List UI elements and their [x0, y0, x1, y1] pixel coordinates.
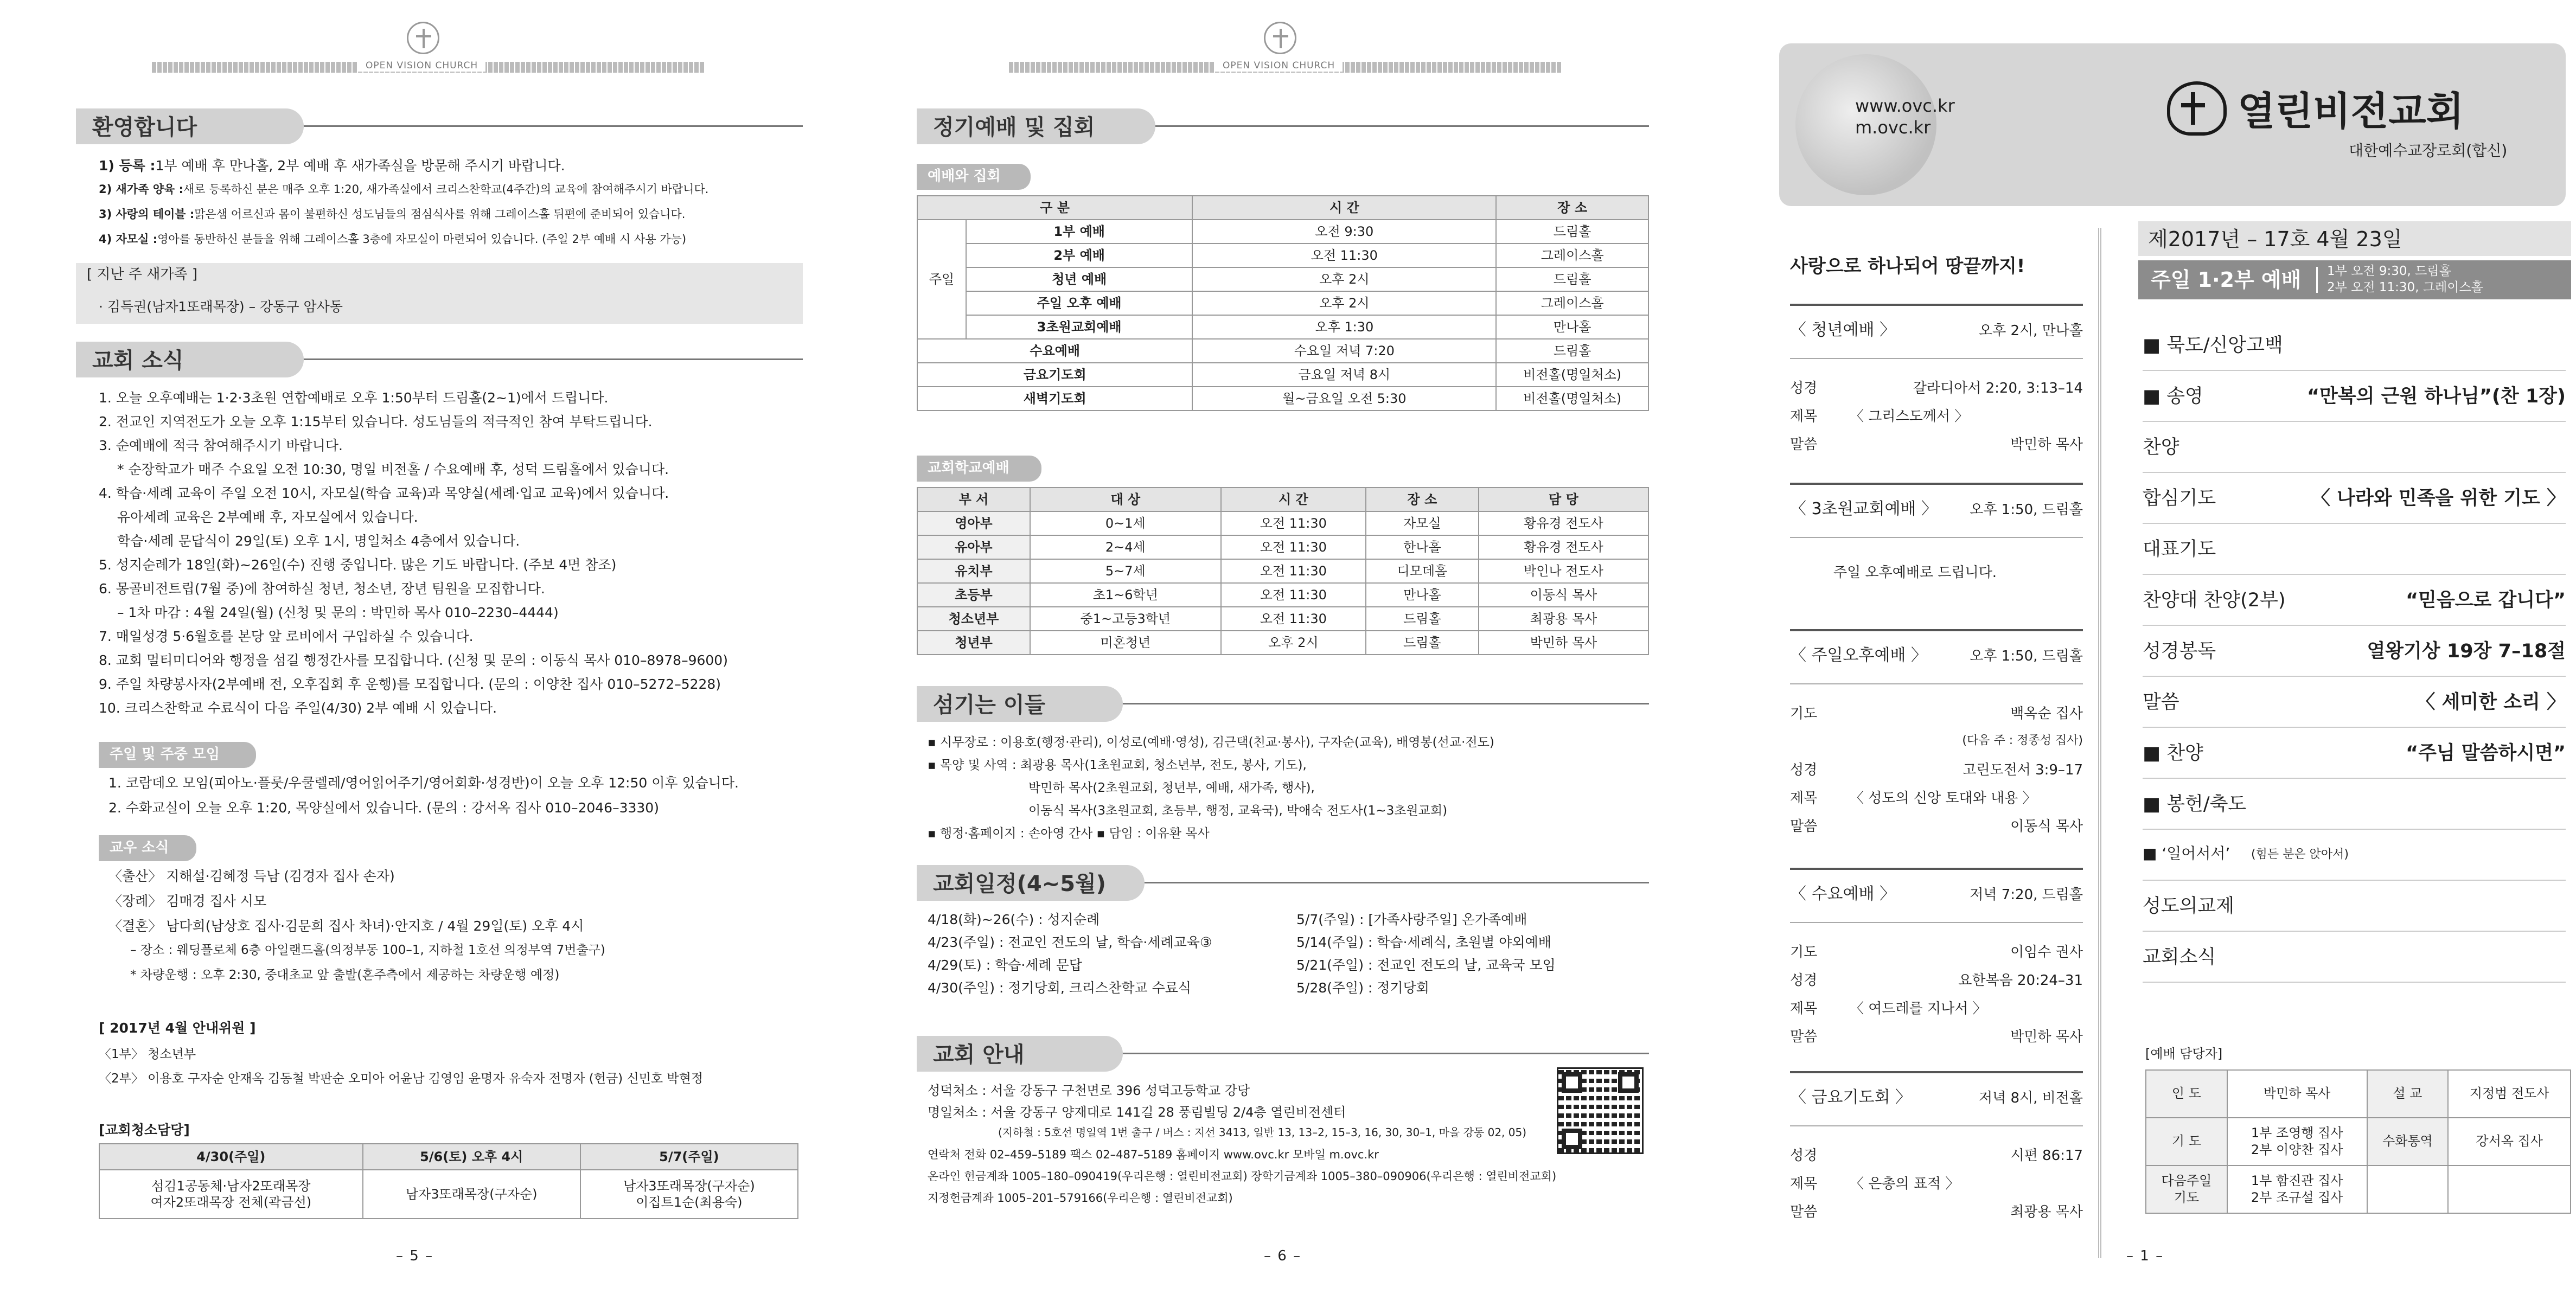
order-item: [2143, 524, 2566, 575]
cleaning-cell: 이집트1순(최용숙): [636, 1195, 743, 1210]
fri-title: 〈 금요기도회 〉: [1790, 1088, 1912, 1107]
worship-cell: 2부 예배: [966, 244, 1192, 267]
calendar-item: 5/14(주일) : 학습·세례식, 초원별 야외예배: [1296, 934, 1551, 950]
cho3-title: 〈 3초원교회예배 〉: [1790, 499, 1938, 518]
row-value: 이임수 권사: [2010, 944, 2083, 960]
page-1: [1714, 0, 2576, 1294]
school-cell: 0~1세: [1030, 511, 1221, 535]
school-cell: 오전 11:30: [1221, 559, 1366, 583]
calendar-item: 4/30(주일) : 정기당회, 크리스찬학교 수료식: [928, 980, 1192, 996]
school-cell: 유치부: [917, 559, 1030, 583]
youth-time: 오후 2시, 만나홀: [1978, 323, 2083, 339]
guide-item: 명일처소 : 서울 강동구 양재대로 141길 28 풍림빌딩 2/4층 열린비전센터: [928, 1105, 1346, 1120]
school-head: 시 간: [1221, 488, 1366, 511]
guide-item: 성덕처소 : 서울 강동구 구천면로 396 성덕고등학교 강당: [928, 1083, 1250, 1098]
worship-subtitle: 예배와 집회: [917, 164, 1031, 190]
order-value: 〈 세미한 소리 〉: [2416, 691, 2566, 713]
welcome-key: 1) 등록 :: [99, 158, 156, 174]
page-number-6: – 6 –: [1264, 1248, 1302, 1264]
duty-cell: 설 교: [2367, 1070, 2449, 1118]
welcome-title: 환영합니다: [76, 108, 304, 144]
calendar-april: [928, 911, 1212, 1002]
row-label: 성경: [1790, 1148, 1818, 1164]
order-item: [2143, 932, 2566, 983]
duty-cell: 강서옥 집사: [2448, 1118, 2571, 1165]
order-label: ■ 송영: [2143, 386, 2203, 407]
family-news-item: 〈장례〉 김매경 집사 시모: [108, 893, 267, 909]
worship-table: [917, 195, 1649, 411]
worship-cell: 수요일 저녁 7:20: [1192, 339, 1496, 363]
calendar-item: 4/29(토) : 학습·세례 문답: [928, 957, 1082, 973]
family-news-item: 〈결혼〉 남다희(남상호 집사·김문희 집사 차녀)·안지호 / 4월 29일(토) 오후 4시: [108, 918, 584, 934]
row-value: 이동식 목사: [2010, 818, 2083, 835]
worship-title: 정기예배 및 집회: [917, 108, 1155, 144]
order-value: 열왕기상 19장 7–18절: [2367, 640, 2566, 662]
order-label: 교회소식: [2143, 946, 2216, 968]
school-cell: 드림홀: [1366, 631, 1479, 655]
order-value: 〈 나라와 민족을 위한 기도 〉: [2311, 488, 2566, 509]
worship-cell: 금요일 저녁 8시: [1192, 363, 1496, 387]
school-cell: 2~4세: [1030, 535, 1221, 559]
order-value: “만복의 근원 하나님”(찬 1장): [2306, 386, 2566, 407]
row-label: 제목: [1790, 1001, 1818, 1017]
worship-side: 주일: [917, 220, 966, 339]
duty-cell: 기 도: [2146, 1118, 2227, 1165]
order-item: [2143, 881, 2566, 932]
small-group-title: 주일 및 주중 모임: [99, 742, 256, 768]
worship-cell: 청년 예배: [966, 267, 1192, 291]
new-family-title: [ 지난 주 새가족 ]: [87, 266, 198, 283]
cho3-note: 주일 오후예배로 드립니다.: [1833, 565, 1997, 581]
row-label: 제목: [1790, 1176, 1818, 1192]
worship-cell: 3초원교회예배: [966, 315, 1192, 339]
cleaning-table: [99, 1143, 798, 1219]
school-cell: 청소년부: [917, 607, 1030, 631]
small-group-item: 1. 코람데오 모임(피아노·플룻/우쿨렐레/영어읽어주기/영어회화·성경반)이 오늘 오후 12:50 이후 있습니다.: [108, 775, 739, 791]
order-value: “주님 말씀하시면”: [2406, 742, 2566, 764]
page-6: [857, 0, 1714, 1294]
worship-cell: 드림홀: [1496, 267, 1648, 291]
guide-item: 지정헌금계좌 1005–201–579166(우리은행 : 열린비전교회): [928, 1191, 1233, 1205]
school-cell: 자모실: [1366, 511, 1479, 535]
school-cell: 초1~6학년: [1030, 583, 1221, 607]
worship-cell: 금요기도회: [917, 363, 1192, 387]
worship-cell: 월~금요일 오전 5:30: [1192, 387, 1496, 411]
school-cell: 오전 11:30: [1221, 535, 1366, 559]
order-label: ■ ‘일어서서’: [2143, 844, 2230, 862]
order-value: (힘든 분은 앉아서): [2251, 848, 2349, 861]
order-label: ■ 묵도/신앙고백: [2143, 335, 2283, 356]
news-item: 4. 학습·세례 교육이 주일 오전 10시, 자모실(학습 교육)과 목양실(세례·입교 교육)에서 있습니다.: [99, 485, 669, 501]
welcome-text: 1부 예배 후 만나홀, 2부 예배 후 새가족실을 방문해 주시기 바랍니다.: [155, 158, 565, 174]
family-news-item: 〈출산〉 지해설·김혜정 득남 (김경자 집사 손자): [108, 868, 395, 884]
news-item: 9. 주일 차량봉사자(2부예배 전, 오후집회 후 운행)를 모집합니다. (문의 : 이양찬 집사 010–5272–5228): [99, 676, 721, 692]
duty-cell: 1부 함진관 집사 2부 조규설 집사: [2227, 1165, 2367, 1213]
news-item: 2. 전교인 지역전도가 오늘 오후 1:15부터 있습니다. 성도님들의 적극적인 참여 부탁드립니다.: [99, 414, 653, 430]
wed-title: 〈 수요예배 〉: [1790, 885, 1896, 904]
school-head: 담 당: [1479, 488, 1648, 511]
qr-code-icon[interactable]: [1557, 1067, 1644, 1154]
worship-cell: 그레이스홀: [1496, 291, 1648, 315]
duty-cell: [2367, 1165, 2449, 1213]
row-label: 말씀: [1790, 818, 1818, 835]
church-cross-icon: [1264, 22, 1296, 54]
row-value: 박민하 목사: [2010, 1029, 2083, 1045]
row-value: 〈 성도의 신앙 토대와 내용 〉: [1850, 790, 2037, 806]
order-label: 성도의교제: [2143, 895, 2235, 917]
fri-time: 저녁 8시, 비전홀: [1978, 1090, 2083, 1106]
new-family-entry: · 김득권(남자1또래목장) – 강동구 암사동: [99, 299, 343, 315]
row-label: 말씀: [1790, 1204, 1818, 1220]
duty-table: [2145, 1069, 2571, 1214]
calendar-item: 4/23(주일) : 전교인 전도의 날, 학습·세례교육③: [928, 934, 1212, 950]
worship-cell: 드림홀: [1496, 220, 1648, 244]
order-item: [2143, 677, 2566, 728]
worship-cell: 오후 2시: [1192, 291, 1496, 315]
row-value: 백옥순 집사: [2010, 706, 2083, 722]
welcome-item: [99, 232, 804, 257]
serve-item: ▪ 행정·홈페이지 : 손아영 간사 ▪ 담임 : 이유환 목사: [928, 827, 1210, 841]
row-label: 제목: [1790, 790, 1818, 806]
page-number-5: – 5 –: [396, 1248, 434, 1264]
page-header: [1009, 16, 1562, 76]
calendar-item: 5/28(주일) : 정기당회: [1296, 980, 1429, 996]
motto: 사랑으로 하나되어 땅끝까지!: [1790, 255, 2025, 277]
guide-item: 온라인 헌금계좌 1005–180–090419(우리은행 : 열린비전교회) 장학기금계좌 1005–380–090906(우리은행 : 열린비전교회): [928, 1170, 1557, 1183]
school-head: 대 상: [1030, 488, 1221, 511]
school-cell: 박민하 목사: [1479, 631, 1648, 655]
order-label: ■ 봉헌/축도: [2143, 793, 2247, 815]
school-cell: 박인나 전도사: [1479, 559, 1648, 583]
welcome-text: 새로 등록하신 분은 매주 오후 1:20, 새가족실에서 크리스찬학교(4주간)의 교육에 참여해주시기 바랍니다.: [183, 183, 709, 196]
row-value: 요한복음 20:24–31: [1958, 972, 2083, 989]
duty-cell: [2448, 1165, 2571, 1213]
duty-cell: 1부 조영행 집사 2부 이양찬 집사: [2227, 1118, 2367, 1165]
news-item: 7. 매일성경 5·6월호를 본당 앞 로비에서 구입하실 수 있습니다.: [99, 629, 474, 644]
news-item: * 순장학교가 매주 수요일 오전 10:30, 명일 비전홀 / 수요예배 후, 성덕 드림홀에서 있습니다.: [117, 462, 669, 477]
school-cell: 영아부: [917, 511, 1030, 535]
school-cell: 중1~고등3학년: [1030, 607, 1221, 631]
small-group-list: [108, 774, 739, 824]
wed-time: 저녁 7:20, 드림홀: [1970, 887, 2083, 903]
news-item: 6. 몽골비전트립(7월 중)에 참여하실 청년, 청소년, 장년 팀원을 모집합니다.: [99, 581, 545, 597]
serve-item: ▪ 시무장로 : 이용호(행정·관리), 이성로(예배·영성), 김근택(친교·봉사), 구자순(교육), 배영봉(선교·전도): [928, 735, 1494, 750]
serve-item: 이동식 목사(3초원교회, 초등부, 행정, 교육국), 박애숙 전도사(1~3초원교회): [1028, 804, 1448, 818]
afternoon-time: 오후 1:50, 드림홀: [1970, 648, 2083, 664]
welcome-key: 3) 사랑의 테이블 :: [99, 208, 195, 221]
row-label: 제목: [1790, 408, 1818, 425]
page-5: [0, 0, 857, 1294]
guide-item: (지하철 : 5호선 명일역 1번 출구 / 버스 : 지선 3413, 일반 13, 13–2, 15–3, 16, 30, 30–1, 마을 강동 02, 05): [998, 1126, 1527, 1139]
news-list: [99, 389, 728, 723]
duty-cell: 지정범 전도사: [2448, 1070, 2571, 1118]
page-number-1: – 1 –: [2126, 1248, 2164, 1264]
cleaning-cell: 남자3또래목장(구자순): [623, 1178, 755, 1194]
worship-cell: 주일 오후 예배: [966, 291, 1192, 315]
worship-cell: 만나홀: [1496, 315, 1648, 339]
row-label: 말씀: [1790, 1029, 1818, 1045]
header-text: OPEN VISION CHURCH: [1215, 60, 1343, 72]
duty-cell: 박민하 목사: [2227, 1070, 2367, 1118]
order-label: 말씀: [2143, 691, 2179, 713]
row-value: 갈라디아서 2:20, 3:13–14: [1913, 380, 2083, 396]
school-cell: 청년부: [917, 631, 1030, 655]
news-item: 10. 크리스찬학교 수료식이 다음 주일(4/30) 2부 예배 시 있습니다.: [99, 700, 497, 716]
usher-title: [ 2017년 4월 안내위원 ]: [99, 1020, 256, 1036]
calendar-may: [1296, 911, 1556, 1002]
calendar-item: 4/18(화)~26(수) : 성지순례: [928, 912, 1100, 927]
row-label: 성경: [1790, 762, 1818, 778]
school-cell: 황유경 전도사: [1479, 511, 1648, 535]
denomination: 대한예수교장로회(합신): [2349, 142, 2508, 159]
welcome-key: 4) 자모실 :: [99, 233, 158, 246]
cho3-time: 오후 1:50, 드림홀: [1970, 502, 2083, 518]
school-cell: 5~7세: [1030, 559, 1221, 583]
school-subtitle: 교회학교예배: [917, 456, 1041, 482]
family-news-item: * 차량운행 : 오후 2:30, 중대초교 앞 출발(혼주측에서 제공하는 차량운행 예정): [130, 968, 560, 982]
school-table: [917, 487, 1649, 655]
school-cell: 디모데홀: [1366, 559, 1479, 583]
order-item: [2143, 626, 2566, 677]
church-cross-icon: [407, 22, 439, 54]
row-value: 〈 그리스도께서 〉: [1850, 408, 1969, 425]
column-divider: [2098, 228, 2101, 1258]
school-cell: 만나홀: [1366, 583, 1479, 607]
guide-title: 교회 안내: [917, 1036, 1123, 1072]
cleaning-cell: 남자3또래목장(구자순): [363, 1170, 580, 1219]
order-item: [2143, 779, 2566, 830]
small-group-item: 2. 수화교실이 오늘 오후 1:20, 목양실에서 있습니다. (문의 : 강서옥 집사 010–2046–3330): [108, 800, 659, 816]
school-cell: 오전 11:30: [1221, 583, 1366, 607]
school-cell: 오전 11:30: [1221, 511, 1366, 535]
school-cell: 한나홀: [1366, 535, 1479, 559]
school-cell: 미혼청년: [1030, 631, 1221, 655]
usher-1: 〈1부〉 청소년부: [99, 1047, 196, 1061]
school-head: 장 소: [1366, 488, 1479, 511]
order-value: “믿음으로 갑니다”: [2406, 590, 2566, 611]
order-item: [2143, 830, 2566, 881]
guide-list: [928, 1082, 1556, 1213]
row-value: (다음 주 : 정종성 집사): [1962, 734, 2083, 747]
service-time-1: 1부 오전 9:30, 드림홀: [2327, 264, 2451, 278]
worship-head: 장 소: [1496, 196, 1648, 220]
worship-cell: 1부 예배: [966, 220, 1192, 244]
duty-title: [예배 담당자]: [2145, 1046, 2223, 1061]
worship-cell: 오전 11:30: [1192, 244, 1496, 267]
cover-banner: [1779, 43, 2566, 206]
school-cell: 최광용 목사: [1479, 607, 1648, 631]
worship-cell: 오후 1:30: [1192, 315, 1496, 339]
church-name: 열린비전교회: [2238, 88, 2464, 134]
worship-cell: 그레이스홀: [1496, 244, 1648, 267]
row-value: 고린도전서 3:9–17: [1963, 762, 2083, 778]
news-item: – 1차 마감 : 4월 24일(월) (신청 및 문의 : 박민하 목사 010–2230–4444): [117, 605, 559, 620]
welcome-item: [99, 182, 804, 207]
row-label: 말씀: [1790, 437, 1818, 453]
school-cell: 오전 11:30: [1221, 607, 1366, 631]
guide-item: 연락처 전화 02–459–5189 팩스 02–487–5189 홈페이지 www.ovc.kr 모바일 m.ovc.kr: [928, 1148, 1379, 1161]
order-label: 대표기도: [2143, 539, 2216, 560]
afternoon-title: 〈 주일오후예배 〉: [1790, 646, 1927, 665]
family-news-title: 교우 소식: [99, 835, 196, 861]
order-label: 성경봉독: [2143, 640, 2216, 662]
family-news-list: [108, 868, 605, 992]
serve-item: 박민하 목사(2초원교회, 청년부, 예배, 새가족, 행사),: [1028, 781, 1315, 795]
order-item: [2143, 371, 2566, 422]
news-item: 1. 오늘 오후예배는 1·2·3초원 연합예배로 오후 1:50부터 드림홀(2~1)에서 드립니다.: [99, 390, 609, 406]
row-label: 성경: [1790, 380, 1818, 396]
school-cell: 오후 2시: [1221, 631, 1366, 655]
issue-date: 제2017년 – 17호 4월 23일: [2148, 227, 2402, 251]
school-cell: 드림홀: [1366, 607, 1479, 631]
row-value: 박민하 목사: [2010, 437, 2083, 453]
school-cell: 유아부: [917, 535, 1030, 559]
school-cell: 이동식 목사: [1479, 583, 1648, 607]
worship-cell: 수요예배: [917, 339, 1192, 363]
cleaning-title: [교회청소담당]: [99, 1122, 190, 1138]
worship-cell: 오전 9:30: [1192, 220, 1496, 244]
row-value: 최광용 목사: [2010, 1204, 2083, 1220]
row-value: 〈 은총의 표적 〉: [1850, 1176, 1960, 1192]
cleaning-cell: 섬김1공동체·남자2또래목장: [151, 1178, 311, 1194]
school-cell: 황유경 전도사: [1479, 535, 1648, 559]
worship-cell: 새벽기도회: [917, 387, 1192, 411]
welcome-text: 영아를 동반하신 분들을 위해 그레이스홀 3층에 자모실이 마련되어 있습니다. (주일 2부 예배 시 사용 가능): [157, 233, 687, 246]
row-value: 〈 여드레를 지나서 〉: [1850, 1001, 1987, 1017]
news-item: 8. 교회 멀티미디어와 행정을 섬길 행정간사를 모집합니다. (신청 및 문의 : 이동식 목사 010–8978–9600): [99, 652, 728, 668]
school-head: 부 서: [917, 488, 1030, 511]
welcome-key: 2) 새가족 양육 :: [99, 183, 183, 196]
website-url[interactable]: www.ovc.kr: [1855, 95, 1955, 116]
cleaning-cell: 여자2또래목장 전체(곽금선): [150, 1195, 312, 1210]
cleaning-head-3: 5/7(주일): [580, 1144, 798, 1170]
worship-head: 시 간: [1192, 196, 1496, 220]
worship-head: 구 분: [917, 196, 1192, 220]
order-label: ■ 찬양: [2143, 742, 2203, 764]
youth-title: 〈 청년예배 〉: [1790, 321, 1896, 339]
serve-item: ▪ 목양 및 사역 : 최광용 목사(1초원교회, 청소년부, 전도, 봉사, 기도),: [928, 758, 1307, 772]
welcome-item: [99, 207, 804, 232]
row-label: 기도: [1790, 944, 1818, 960]
cleaning-head-1: 4/30(주일): [99, 1144, 363, 1170]
calendar-item: 5/21(주일) : 전교인 전도의 날, 교육국 모임: [1296, 957, 1556, 973]
duty-cell: 인 도: [2146, 1070, 2227, 1118]
serve-title: 섬기는 이들: [917, 686, 1123, 722]
row-value: 시편 86:17: [2010, 1148, 2083, 1164]
order-label: 찬양: [2143, 437, 2179, 458]
calendar-item: 5/7(주일) : [가족사랑주일] 온가족예배: [1296, 912, 1527, 927]
usher-2: 〈2부〉 이용호 구자순 안재옥 김동철 박판순 오미아 어윤남 김영임 윤명자 유숙자 전명자 (헌금) 신민호 박현정: [99, 1072, 704, 1086]
order-item: [2143, 473, 2566, 524]
order-label: 합심기도: [2143, 488, 2216, 509]
welcome-text: 맑은샘 어르신과 몸이 불편하신 성도님들의 점심식사를 위해 그레이스홀 뒤편에 준비되어 있습니다.: [194, 208, 686, 221]
news-item: 5. 성지순례가 18일(화)~26일(수) 진행 중입니다. 많은 기도 바랍니다. (주보 4면 참조): [99, 557, 617, 573]
mobile-url[interactable]: m.ovc.kr: [1855, 117, 1931, 138]
worship-cell: 비전홀(명일처소): [1496, 363, 1648, 387]
order-of-service: [2143, 320, 2566, 983]
duty-cell: 다음주일 기도: [2146, 1165, 2227, 1213]
page-header: [152, 16, 705, 76]
cleaning-head-2: 5/6(토) 오후 4시: [363, 1144, 580, 1170]
calendar-title: 교회일정(4~5월): [917, 865, 1145, 901]
order-item: [2143, 422, 2566, 473]
duty-cell: 수화통역: [2367, 1118, 2449, 1165]
school-cell: 초등부: [917, 583, 1030, 607]
news-item: 학습·세례 문답식이 29일(토) 오후 1시, 명일처소 4층에서 있습니다.: [117, 533, 520, 549]
news-item: 유아세례 교육은 2부예배 후, 자모실에서 있습니다.: [117, 509, 418, 525]
service-time-2: 2부 오전 11:30, 그레이스홀: [2327, 280, 2483, 294]
header-text: OPEN VISION CHURCH: [358, 60, 485, 72]
serve-list: [928, 735, 1494, 849]
welcome-list: [99, 157, 804, 257]
worship-cell: 비전홀(명일처소): [1496, 387, 1648, 411]
order-item: [2143, 728, 2566, 779]
service-label: 주일 1·2부 예배: [2151, 268, 2302, 292]
order-label: 찬양대 찬양(2부): [2143, 590, 2286, 611]
news-title: 교회 소식: [76, 342, 304, 377]
row-label: 기도: [1790, 706, 1818, 722]
church-logo-icon: [2167, 81, 2227, 136]
news-item: 3. 순예배에 적극 참여해주시기 바랍니다.: [99, 438, 343, 453]
family-news-item: – 장소 : 웨딩플로체 6층 아일랜드홀(의정부동 100–1, 지하철 1호선 의정부역 7번출구): [130, 943, 605, 957]
worship-cell: 드림홀: [1496, 339, 1648, 363]
order-item: [2143, 575, 2566, 626]
row-label: 성경: [1790, 972, 1818, 989]
order-item: [2143, 320, 2566, 371]
welcome-item: [99, 157, 804, 182]
worship-cell: 오후 2시: [1192, 267, 1496, 291]
